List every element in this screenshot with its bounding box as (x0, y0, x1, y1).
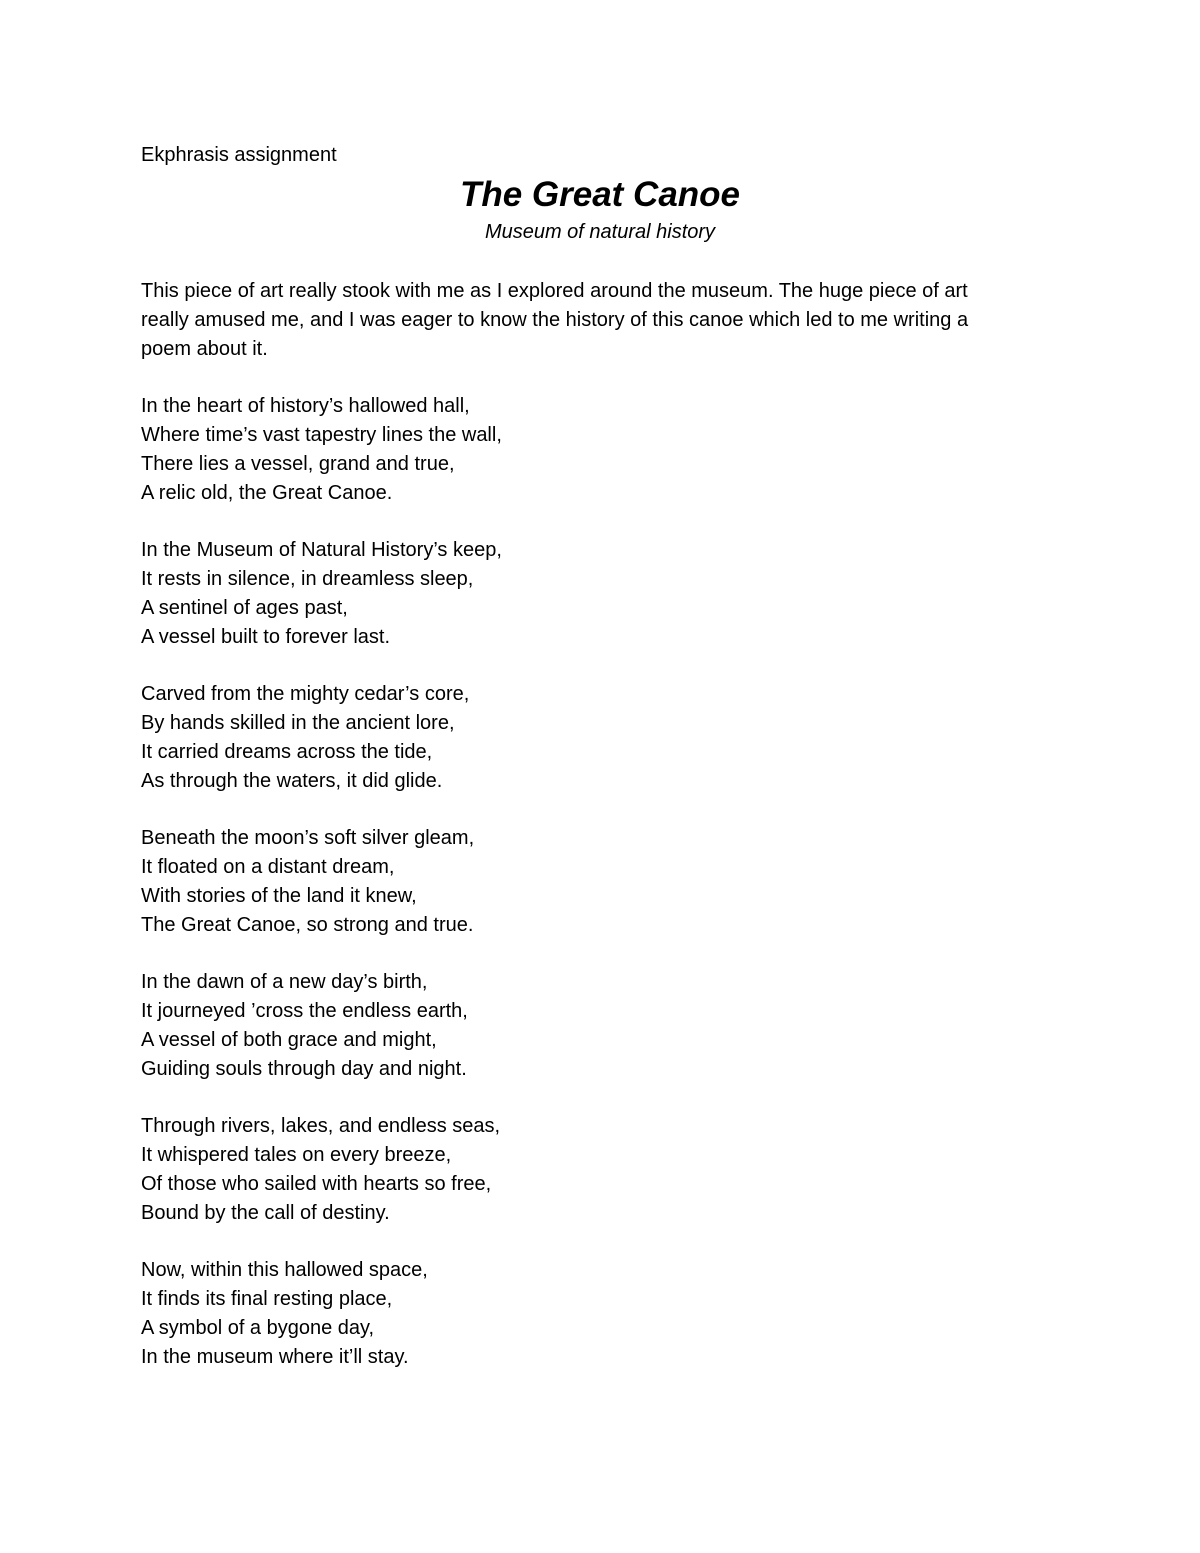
poem-line: A sentinel of ages past, (141, 597, 348, 619)
poem-line: A relic old, the Great Canoe. (141, 482, 393, 504)
stanza-3 (141, 680, 1041, 796)
poem-line: It finds its final resting place, (141, 1288, 393, 1310)
assignment-heading: Ekphrasis assignment (141, 144, 337, 166)
poem-line: Through rivers, lakes, and endless seas, (141, 1115, 501, 1137)
poem-line: The Great Canoe, so strong and true. (141, 914, 474, 936)
poem-line: A symbol of a bygone day, (141, 1317, 375, 1339)
poem-title: The Great Canoe (459, 175, 741, 214)
poem-line: It journeyed ’cross the endless earth, (141, 1000, 468, 1022)
poem-line: There lies a vessel, grand and true, (141, 453, 455, 475)
poem-subtitle: Museum of natural history (484, 221, 716, 243)
intro-line: This piece of art really stook with me as I explored around the museum. The huge piece of art (141, 280, 968, 302)
poem-line: Beneath the moon’s soft silver gleam, (141, 827, 475, 849)
poem-line: It carried dreams across the tide, (141, 741, 433, 763)
poem-line: In the museum where it’ll stay. (141, 1346, 409, 1368)
stanza-1 (141, 392, 1041, 508)
stanza-6 (141, 1112, 1041, 1228)
stanza-5 (141, 968, 1041, 1084)
poem-line: With stories of the land it knew, (141, 885, 417, 907)
poem-line: It whispered tales on every breeze, (141, 1144, 452, 1166)
intro-line: really amused me, and I was eager to know the history of this canoe which led to me writing a (141, 309, 969, 331)
poem-line: In the dawn of a new day’s birth, (141, 971, 428, 993)
stanza-4 (141, 824, 1041, 940)
intro-line: poem about it. (141, 338, 268, 360)
poem-line: It rests in silence, in dreamless sleep, (141, 568, 474, 590)
poem-line: In the heart of history’s hallowed hall, (141, 395, 470, 417)
poem-line: Now, within this hallowed space, (141, 1259, 428, 1281)
stanza-2 (141, 536, 1041, 652)
poem-body (141, 392, 1041, 1400)
poem-line: Guiding souls through day and night. (141, 1058, 467, 1080)
poem-line: In the Museum of Natural History’s keep, (141, 539, 502, 561)
poem-line: It floated on a distant dream, (141, 856, 395, 878)
poem-line: Carved from the mighty cedar’s core, (141, 683, 470, 705)
poem-line: Where time’s vast tapestry lines the wall, (141, 424, 502, 446)
poem-line: By hands skilled in the ancient lore, (141, 712, 455, 734)
poem-line: Of those who sailed with hearts so free, (141, 1173, 492, 1195)
poem-line: As through the waters, it did glide. (141, 770, 443, 792)
intro-paragraph (141, 277, 1061, 364)
poem-line: A vessel built to forever last. (141, 626, 391, 648)
stanza-7 (141, 1256, 1041, 1372)
poem-line: Bound by the call of destiny. (141, 1202, 390, 1224)
poem-line: A vessel of both grace and might, (141, 1029, 437, 1051)
